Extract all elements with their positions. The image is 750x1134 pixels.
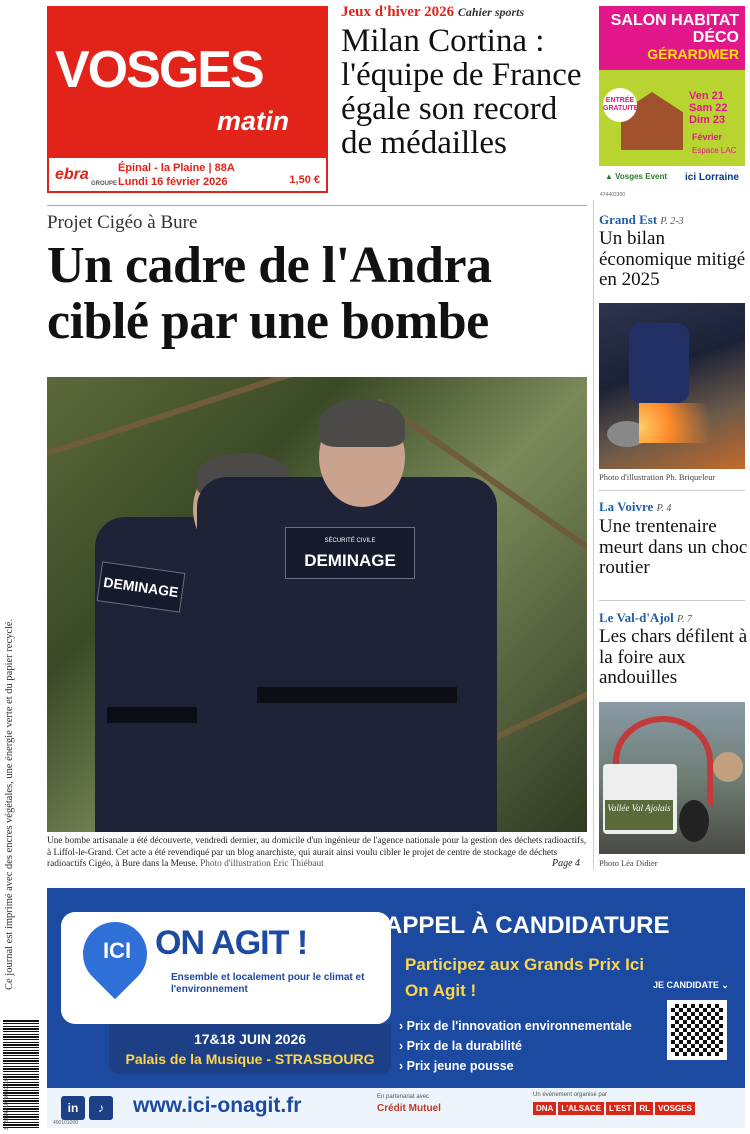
branch-shape — [47, 377, 313, 463]
officer-right-hair — [319, 399, 405, 447]
brand-logo: L'EST — [606, 1102, 634, 1115]
sidebar-page-ref: P. 4 — [656, 503, 672, 514]
salon-city: GÉRARDMER — [647, 46, 739, 62]
ad-tagline: Ensemble et localement pour le climat et l'environnement — [171, 972, 365, 995]
lead-caption-text: Une bombe artisanale a été découverte, vendredi dernier, au domicile d'un ingénieur de l'agence nationale pour la gestion des déchets radioactifs, à Liffol-le-Grand. Cet acte a été revendiqué par un blog anarchiste, qui aurait ainsi voulu cibler le projet de centre de stockage de déchets radioactifs Cigéo, à Bure dans la Meuse. — [47, 836, 587, 869]
group-name: ebra — [55, 166, 89, 183]
ad-pin-text: ICI — [102, 938, 132, 963]
sidebar-photo-float[interactable] — [599, 702, 745, 854]
ad-subheading: Participez aux Grands Prix Ici On Agit ! — [405, 955, 645, 1000]
salon-partner: ici Lorraine — [685, 172, 739, 183]
ad-code: 490101000 — [53, 1120, 79, 1126]
free-entry-badge: ENTRÉE GRATUITE — [603, 88, 637, 122]
ad-venue: Palais de la Musique - STRASBOURG — [125, 1051, 375, 1067]
brand-logo: L'ALSACE — [558, 1102, 604, 1115]
chevron-down-icon: ⌄ — [721, 980, 729, 990]
salon-month: Février — [692, 132, 723, 142]
issue-date: Lundi 16 février 2026 — [118, 176, 228, 188]
deminage-patch-right — [285, 527, 415, 579]
candidate-link[interactable] — [653, 980, 729, 991]
salon-organizer-name: Vosges Event — [615, 172, 668, 181]
sidebar-photo-grinder[interactable] — [599, 303, 745, 469]
edition-info — [118, 161, 235, 189]
top-story-kicker-note: Cahier sports — [457, 5, 525, 19]
linkedin-icon[interactable]: in — [61, 1096, 85, 1120]
worker-arm-shape — [629, 323, 689, 403]
tiktok-icon[interactable]: ♪ — [89, 1096, 113, 1120]
salon-organizer: ▲ Vosges Event — [605, 172, 668, 181]
salon-place: Espace LAC — [692, 146, 737, 155]
ici-on-agit-ad[interactable] — [47, 888, 745, 1128]
sidebar-page-ref: P. 2-3 — [660, 216, 684, 227]
masthead — [47, 6, 328, 193]
salon-date: Sam 22 — [689, 102, 728, 114]
salon-footer — [599, 166, 745, 190]
partner-name: Crédit Mutuel — [377, 1103, 441, 1114]
patch-subtext: SÉCURITÉ CIVILE — [324, 538, 376, 544]
divider — [599, 600, 745, 601]
sidebar-kicker-la-voivre — [599, 499, 671, 515]
ad-partner — [377, 1094, 441, 1114]
sidebar-kicker-text: La Voivre — [599, 499, 654, 514]
sidebar-kicker-text: Le Val-d'Ajol — [599, 610, 674, 625]
social-links — [61, 1096, 117, 1120]
prize-item: › Prix jeune pousse — [399, 1059, 514, 1073]
print-notice: Ce journal est imprimé avec des encres végétales, une énergie verte et du papier recyclé. — [4, 618, 15, 990]
ad-date: 17&18 JUIN 2026 — [193, 1031, 307, 1047]
sidebar-page-ref: P. 7 — [677, 614, 692, 625]
partner-label: En partenariat avec — [377, 1094, 430, 1100]
top-story-title[interactable]: Milan Cortina : l'équipe de France égale son record de médailles — [341, 23, 582, 161]
prize-item: › Prix de la durabilité — [399, 1039, 522, 1053]
divider — [47, 205, 587, 206]
prize-item: › Prix de l'innovation environnementale — [399, 1019, 632, 1033]
candidate-label: JE CANDIDATE — [653, 980, 719, 990]
edition-name: Épinal - la Plaine | 88A — [118, 162, 235, 174]
sidebar-kicker-val-dajol — [599, 610, 692, 626]
officer-right-belt — [257, 687, 457, 703]
divider — [599, 490, 745, 491]
lead-headline[interactable]: Un cadre de l'Andra ciblé par une bombe — [47, 237, 492, 350]
salon-ad-code: 474402300 — [600, 192, 626, 198]
ad-heading: APPEL À CANDIDATURE — [385, 912, 670, 939]
qr-code-icon[interactable] — [667, 1000, 727, 1060]
lead-page-ref[interactable]: Page 4 — [552, 858, 581, 869]
group-sub: GROUPE — [91, 181, 118, 187]
barcode-number: 3 782649 101503 02160 — [4, 1075, 10, 1130]
lead-caption — [47, 836, 587, 871]
salon-illustration — [599, 70, 745, 166]
column-divider — [593, 200, 594, 870]
sparks-shape — [639, 403, 739, 443]
tractor-wheel-icon — [679, 800, 709, 842]
patch-text: DEMINAGE — [304, 551, 396, 570]
float-sign: Vallée Val Ajolais — [605, 800, 673, 830]
sidebar-title-val-dajol[interactable]: Les chars défilent à la foire aux andouilles — [599, 626, 748, 688]
newspaper-logo: VOSGES — [55, 41, 263, 99]
ad-url[interactable]: www.ici-onagit.fr — [133, 1094, 302, 1117]
salon-ad[interactable] — [599, 6, 745, 190]
sidebar-title-grand-est[interactable]: Un bilan économique mitigé en 2025 — [599, 228, 746, 290]
deminage-patch-left: DEMINAGE — [97, 561, 186, 612]
ad-logo: ON AGIT ! — [155, 924, 308, 962]
salon-title: SALON HABITAT DÉCO — [610, 12, 739, 46]
group-logo — [55, 166, 117, 187]
masthead-info-strip — [47, 156, 328, 193]
salon-date: Ven 21 — [689, 90, 724, 102]
sidebar-kicker-text: Grand Est — [599, 212, 658, 227]
sidebar-kicker-grand-est — [599, 212, 684, 228]
organizer-label: Un événement organisé par — [533, 1092, 608, 1098]
brand-logo: VOSGES — [655, 1102, 695, 1115]
salon-dates — [689, 90, 728, 126]
sidebar-photo-credit: Photo Léa Didier — [599, 858, 658, 868]
sidebar-photo-credit: Photo d'illustration Ph. Briqueleur — [599, 472, 716, 482]
newspaper-logo-sub: matin — [217, 106, 290, 136]
salon-date: Dim 23 — [689, 114, 726, 126]
brand-logos — [533, 1102, 697, 1115]
sidebar-title-la-voivre[interactable]: Une trentenaire meurt dans un choc routier — [599, 516, 748, 578]
top-story-kicker — [341, 4, 524, 21]
lead-photo[interactable] — [47, 377, 587, 832]
spectator-shape — [713, 752, 743, 782]
price: 1,50 € — [289, 174, 320, 186]
lead-kicker: Projet Cigéo à Bure — [47, 212, 198, 233]
prize-list — [399, 1016, 632, 1076]
brand-logo: DNA — [533, 1102, 556, 1115]
lead-photo-credit: Photo d'illustration Eric Thiébaut — [200, 859, 324, 869]
top-story-kicker-text: Jeux d'hiver 2026 — [341, 4, 455, 20]
brand-logo: RL — [636, 1102, 653, 1115]
